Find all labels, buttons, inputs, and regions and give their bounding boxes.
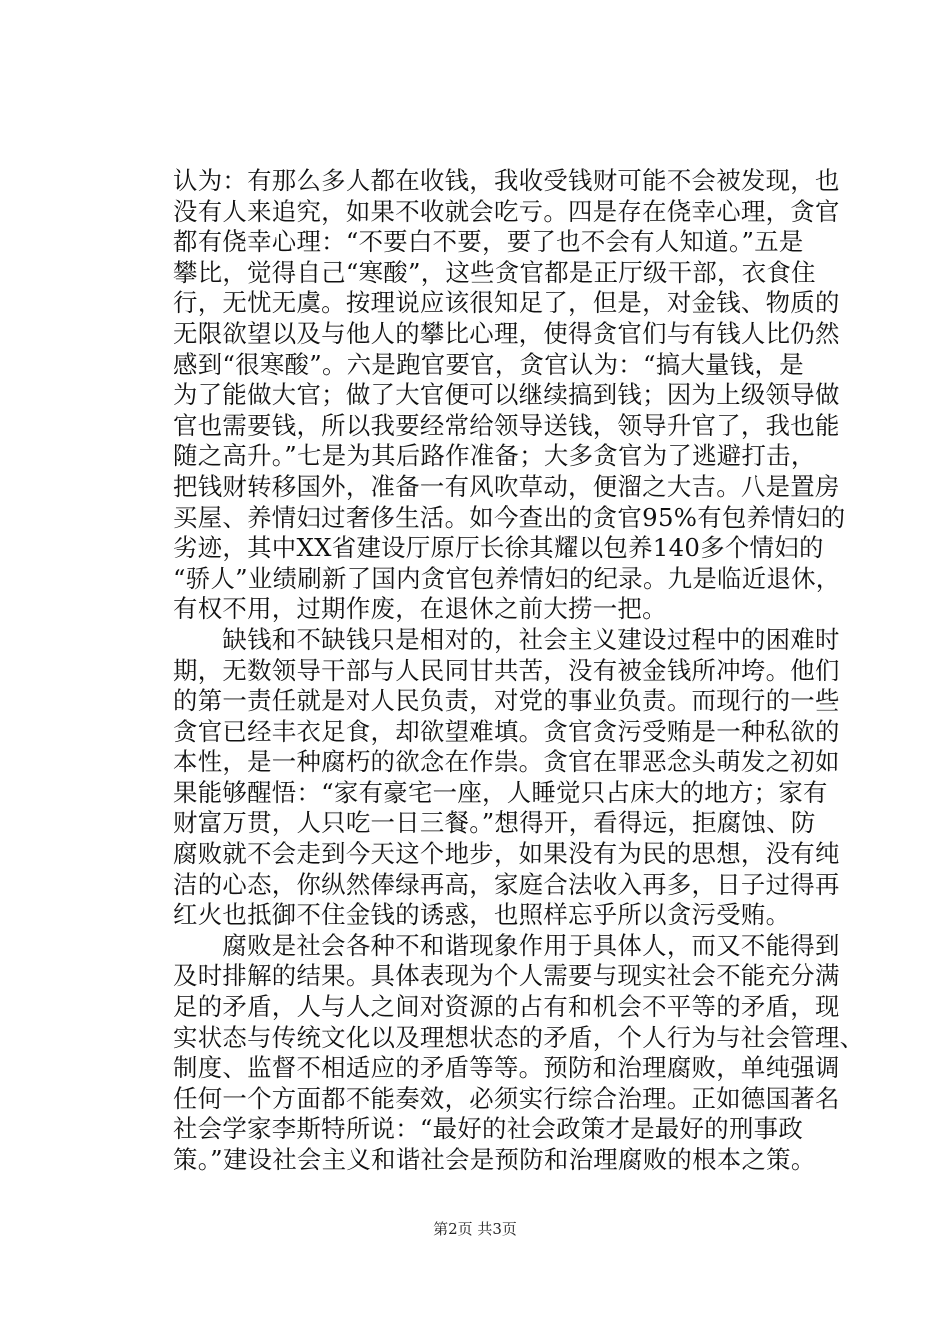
text-line: 足的矛盾，人与人之间对资源的占有和机会不平等的矛盾，现 bbox=[173, 992, 840, 1022]
text-line: 红火也抵御不住金钱的诱惑，也照样忘乎所以贪污受贿。 bbox=[173, 900, 791, 930]
text-line: 劣迹，其中XX省建设厅原厅长徐其耀以包养140多个情妇的 bbox=[173, 533, 824, 563]
text-line: 的第一责任就是对人民负责，对党的事业负责。而现行的一些 bbox=[173, 686, 840, 716]
text-line: 策。”建设社会主义和谐社会是预防和治理腐败的根本之策。 bbox=[173, 1145, 816, 1174]
page-footer: 第2页 共3页 bbox=[433, 1220, 517, 1238]
text-line: 攀比，觉得自己“寒酸”，这些贪官都是正厅级干部，衣食住 bbox=[173, 257, 816, 287]
text-line: 都有侥幸心理：“不要白不要，要了也不会有人知道。”五是 bbox=[173, 227, 804, 257]
text-line: 买屋、养情妇过奢侈生活。如今查出的贪官95%有包养情妇的 bbox=[173, 502, 846, 532]
text-line: 及时排解的结果。具体表现为个人需要与现实社会不能充分满 bbox=[173, 961, 840, 991]
text-line: 果能够醒悟：“家有豪宅一座，人睡觉只占床大的地方；家有 bbox=[173, 777, 828, 807]
text-line: 腐败就不会走到今天这个地步，如果没有为民的思想，没有纯 bbox=[173, 839, 840, 869]
text-line: 期，无数领导干部与人民同甘共苦，没有被金钱所冲垮。他们 bbox=[173, 655, 840, 685]
text-line: 缺钱和不缺钱只是相对的，社会主义建设过程中的困难时 bbox=[173, 624, 840, 654]
text-line: 把钱财转移国外，准备一有风吹草动，便溜之大吉。八是置房 bbox=[173, 471, 840, 501]
text-line: 感到“很寒酸”。六是跑官要官，贪官认为：“搞大量钱，是 bbox=[173, 349, 804, 379]
text-line: 有权不用，过期作废，在退休之前大捞一把。 bbox=[173, 594, 667, 624]
text-line: 随之高升。”七是为其后路作准备；大多贪官为了逃避打击， bbox=[173, 441, 816, 471]
text-line: 腐败是社会各种不和谐现象作用于具体人，而又不能得到 bbox=[173, 930, 840, 960]
text-line: “骄人”业绩刷新了国内贪官包养情妇的纪录。九是临近退休， bbox=[173, 563, 841, 593]
text-line: 财富万贯，人只吃一日三餐。”想得开，看得远，拒腐蚀、防 bbox=[173, 808, 816, 838]
text-line: 实状态与传统文化以及理想状态的矛盾，个人行为与社会管理、 bbox=[173, 1022, 865, 1052]
text-line: 制度、监督不相适应的矛盾等等。预防和治理腐败，单纯强调 bbox=[173, 1053, 840, 1083]
text-line: 认为：有那么多人都在收钱，我收受钱财可能不会被发现，也 bbox=[173, 166, 840, 195]
text-line: 为了能做大官；做了大官便可以继续搞到钱；因为上级领导做 bbox=[173, 380, 840, 410]
text-line: 官也需要钱，所以我要经常给领导送钱，领导升官了，我也能 bbox=[173, 410, 840, 440]
text-line: 无限欲望以及与他人的攀比心理，使得贪官们与有钱人比仍然 bbox=[173, 318, 840, 348]
text-line: 本性，是一种腐朽的欲念在作祟。贪官在罪恶念头萌发之初如 bbox=[173, 747, 840, 777]
text-line: 行，无忧无虞。按理说应该很知足了，但是，对金钱、物质的 bbox=[173, 288, 840, 318]
text-line: 洁的心态，你纵然俸绿再高，家庭合法收入再多，日子过得再 bbox=[173, 869, 840, 899]
text-line: 贪官已经丰衣足食，却欲望难填。贪官贪污受贿是一种私欲的 bbox=[173, 716, 840, 746]
text-line: 任何一个方面都不能奏效，必须实行综合治理。正如德国著名 bbox=[173, 1083, 840, 1113]
text-line: 没有人来追究，如果不收就会吃亏。四是存在侥幸心理，贪官 bbox=[173, 196, 840, 226]
document-body bbox=[173, 166, 865, 1176]
text-line: 社会学家李斯特所说：“最好的社会政策才是最好的刑事政 bbox=[173, 1114, 804, 1144]
